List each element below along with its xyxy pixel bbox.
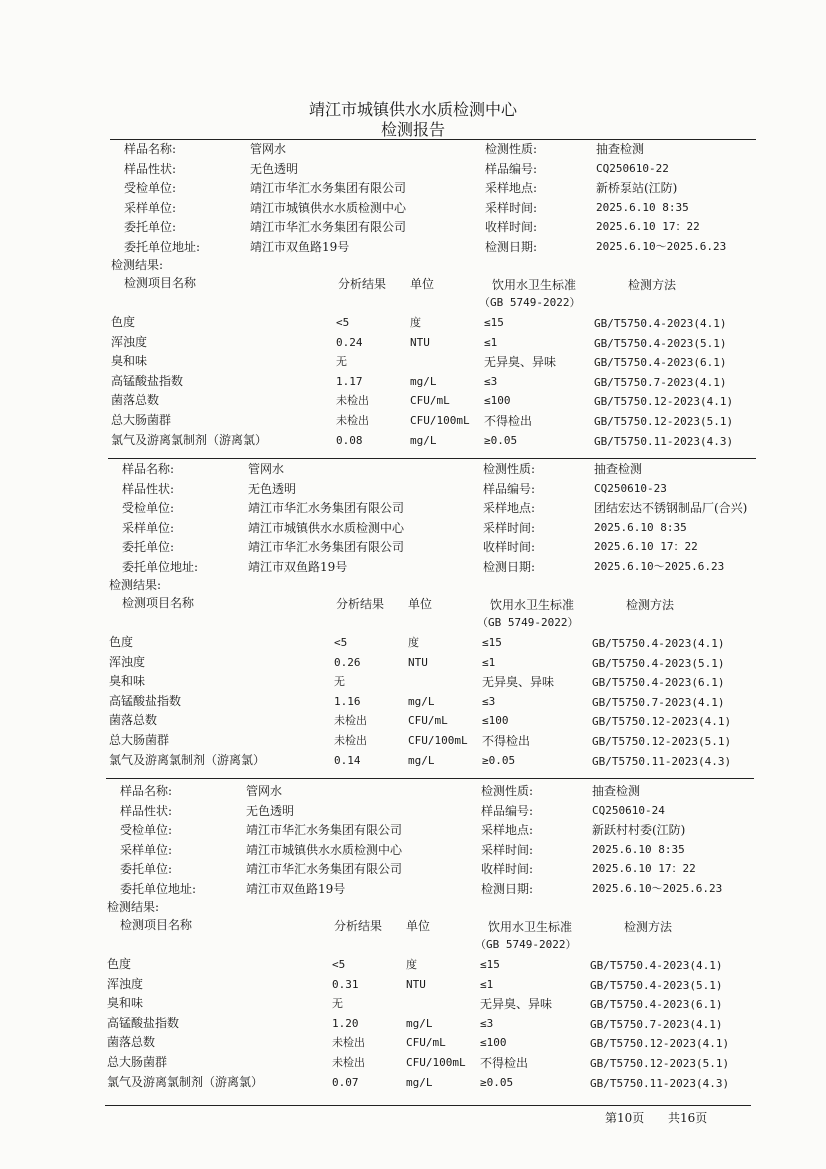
item-method: GB/T5750.11-2023(4.3) xyxy=(592,754,732,768)
item-method: GB/T5750.12-2023(4.1) xyxy=(594,395,734,409)
item-method: GB/T5750.12-2023(5.1) xyxy=(592,735,732,748)
item-standard: ≤100 xyxy=(480,1036,507,1050)
item-unit: mg/L xyxy=(410,433,437,447)
header-standard-code: （GB 5749-2022） xyxy=(477,616,579,629)
info-value-test-date: 2025.6.10～2025.6.23 xyxy=(594,559,725,573)
item-result: 1.17 xyxy=(336,374,363,388)
info-value-test-nature: 抽查检测 xyxy=(596,142,645,156)
header-method: 检测方法 xyxy=(624,920,673,934)
info-label-sample-name: 样品名称: xyxy=(120,784,173,798)
info-value-client-unit: 靖江市华汇水务集团有限公司 xyxy=(246,862,403,876)
page-number: 第10页 xyxy=(605,1111,645,1125)
item-standard: 不得检出 xyxy=(480,1056,529,1070)
item-result: <5 xyxy=(334,636,348,649)
item-result: 未检出 xyxy=(336,414,369,427)
item-method: GB/T5750.7-2023(4.1) xyxy=(592,695,725,709)
item-name: 高锰酸盐指数 xyxy=(107,1015,180,1030)
info-label-sampling-site: 采样地点: xyxy=(481,823,534,837)
header-method: 检测方法 xyxy=(626,598,675,612)
info-value-sample-state: 无色透明 xyxy=(246,803,295,818)
item-method: GB/T5750.4-2023(6.1) xyxy=(594,356,727,370)
info-value-sample-no: CQ250610-24 xyxy=(592,803,665,817)
info-value-sampling-site: 新桥泵站(江防) xyxy=(596,181,678,195)
info-label-client-address: 委托单位地址: xyxy=(120,881,197,896)
info-label-inspected-unit: 受检单位: xyxy=(120,823,173,837)
results-label: 检测结果: xyxy=(109,578,162,592)
item-standard: 无异臭、异味 xyxy=(484,355,557,370)
info-value-test-nature: 抽查检测 xyxy=(594,462,643,476)
info-value-test-nature: 抽查检测 xyxy=(592,784,641,798)
item-method: GB/T5750.4-2023(4.1) xyxy=(590,959,723,972)
info-label-client-unit: 委托单位: xyxy=(120,862,173,876)
item-result: <5 xyxy=(336,316,350,329)
header-method: 检测方法 xyxy=(628,278,677,292)
item-unit: mg/L xyxy=(410,374,437,388)
info-value-sample-no: CQ250610-23 xyxy=(594,481,667,495)
results-label: 检测结果: xyxy=(111,258,164,272)
header-item: 检测项目名称 xyxy=(120,918,193,932)
item-method: GB/T5750.11-2023(4.3) xyxy=(594,434,734,448)
info-value-inspected-unit: 靖江市华汇水务集团有限公司 xyxy=(248,501,405,515)
item-standard: 无异臭、异味 xyxy=(482,675,555,690)
results-label: 检测结果: xyxy=(107,900,160,914)
info-value-sample-name: 管网水 xyxy=(250,142,287,156)
item-name: 高锰酸盐指数 xyxy=(111,373,184,388)
item-unit: mg/L xyxy=(406,1075,433,1089)
header-standard-code: （GB 5749-2022） xyxy=(479,296,581,309)
item-result: 0.31 xyxy=(332,977,359,991)
info-label-client-unit: 委托单位: xyxy=(124,220,177,234)
info-label-test-date: 检测日期: xyxy=(481,881,534,896)
item-standard: ≤100 xyxy=(484,394,511,408)
item-result: 未检出 xyxy=(332,1056,365,1069)
header-result: 分析结果 xyxy=(334,919,383,933)
item-unit: 度 xyxy=(410,316,421,329)
header-unit: 单位 xyxy=(410,277,435,291)
header-standard-code: （GB 5749-2022） xyxy=(475,938,577,951)
item-result: 未检出 xyxy=(334,714,367,728)
info-label-sampling-time: 采样时间: xyxy=(485,200,538,215)
info-value-inspected-unit: 靖江市华汇水务集团有限公司 xyxy=(246,823,403,837)
header-result: 分析结果 xyxy=(338,277,387,291)
info-label-sample-no: 样品编号: xyxy=(483,481,536,496)
info-value-sampling-time: 2025.6.10 8:35 xyxy=(594,520,687,534)
info-label-sampling-time: 采样时间: xyxy=(483,520,536,535)
item-standard: ≥0.05 xyxy=(484,433,518,447)
header-unit: 单位 xyxy=(406,919,431,933)
item-standard: 不得检出 xyxy=(484,414,533,428)
info-value-test-date: 2025.6.10～2025.6.23 xyxy=(592,881,723,895)
item-result: 0.24 xyxy=(336,335,363,349)
info-label-sampling-unit: 采样单位: xyxy=(120,842,173,857)
info-label-test-date: 检测日期: xyxy=(483,559,536,574)
item-unit: CFU/mL xyxy=(410,394,450,408)
item-result: 1.20 xyxy=(332,1016,359,1030)
info-label-sample-state: 样品性状: xyxy=(124,161,177,176)
bottom-divider xyxy=(105,1105,751,1106)
item-standard: ≤15 xyxy=(482,636,502,649)
item-unit: CFU/100mL xyxy=(410,414,470,427)
block-divider xyxy=(108,458,756,459)
info-value-sampling-site: 团结宏达不锈钢制品厂(合兴) xyxy=(594,501,748,515)
item-result: 0.14 xyxy=(334,753,361,767)
item-method: GB/T5750.4-2023(5.1) xyxy=(590,978,723,992)
info-label-test-date: 检测日期: xyxy=(485,239,538,254)
item-name: 臭和味 xyxy=(109,674,146,689)
info-label-test-nature: 检测性质: xyxy=(485,142,538,156)
item-result: 0.07 xyxy=(332,1075,359,1089)
item-result: 无 xyxy=(332,997,343,1011)
item-name: 总大肠菌群 xyxy=(109,733,170,747)
item-standard: ≤1 xyxy=(484,335,498,349)
item-result: <5 xyxy=(332,958,346,971)
info-value-sample-no: CQ250610-22 xyxy=(596,161,669,175)
info-value-receive-time: 2025.6.10 17：22 xyxy=(592,862,696,875)
info-label-receive-time: 收样时间: xyxy=(481,862,534,876)
item-method: GB/T5750.4-2023(4.1) xyxy=(592,637,725,650)
item-name: 总大肠菌群 xyxy=(107,1055,168,1069)
total-pages: 共16页 xyxy=(668,1111,708,1125)
item-name: 氯气及游离氯制剂（游离氯） xyxy=(111,432,268,447)
item-result: 未检出 xyxy=(332,1036,365,1050)
info-label-inspected-unit: 受检单位: xyxy=(122,501,175,515)
item-standard: ≤3 xyxy=(484,374,498,388)
info-value-test-date: 2025.6.10～2025.6.23 xyxy=(596,239,727,253)
info-value-sampling-unit: 靖江市城镇供水水质检测中心 xyxy=(248,520,405,535)
item-unit: mg/L xyxy=(406,1016,433,1030)
item-method: GB/T5750.4-2023(6.1) xyxy=(592,676,725,690)
item-name: 氯气及游离氯制剂（游离氯） xyxy=(107,1074,264,1089)
info-value-sampling-time: 2025.6.10 8:35 xyxy=(592,842,685,856)
info-label-inspected-unit: 受检单位: xyxy=(124,181,177,195)
item-unit: NTU xyxy=(410,335,430,349)
info-value-receive-time: 2025.6.10 17：22 xyxy=(596,220,700,233)
info-value-client-address: 靖江市双鱼路19号 xyxy=(250,239,350,254)
item-standard: ≤15 xyxy=(480,958,500,971)
info-label-sample-name: 样品名称: xyxy=(124,142,177,156)
header-unit: 单位 xyxy=(408,597,433,611)
info-value-sample-state: 无色透明 xyxy=(250,161,299,176)
item-name: 菌落总数 xyxy=(109,713,158,728)
info-value-client-unit: 靖江市华汇水务集团有限公司 xyxy=(248,540,405,554)
item-standard: ≤3 xyxy=(482,694,496,708)
item-result: 0.08 xyxy=(336,433,363,447)
item-result: 未检出 xyxy=(336,394,369,408)
info-label-test-nature: 检测性质: xyxy=(481,784,534,798)
info-label-sample-state: 样品性状: xyxy=(120,803,173,818)
item-unit: CFU/100mL xyxy=(406,1056,466,1069)
header-standard: 饮用水卫生标准 xyxy=(490,598,575,612)
item-method: GB/T5750.7-2023(4.1) xyxy=(594,375,727,389)
item-method: GB/T5750.4-2023(4.1) xyxy=(594,317,727,330)
item-result: 未检出 xyxy=(334,734,367,747)
item-standard: ≥0.05 xyxy=(482,753,516,767)
info-label-sample-name: 样品名称: xyxy=(122,462,175,476)
item-result: 无 xyxy=(334,675,345,689)
item-name: 浑浊度 xyxy=(107,976,144,991)
info-value-sample-name: 管网水 xyxy=(246,784,283,798)
info-label-sample-state: 样品性状: xyxy=(122,481,175,496)
item-unit: mg/L xyxy=(408,753,435,767)
info-label-receive-time: 收样时间: xyxy=(483,540,536,554)
item-unit: 度 xyxy=(408,636,419,649)
item-result: 无 xyxy=(336,355,347,369)
info-value-client-address: 靖江市双鱼路19号 xyxy=(246,881,346,896)
item-method: GB/T5750.4-2023(5.1) xyxy=(594,336,727,350)
info-value-sampling-site: 新跃村村委(江防) xyxy=(592,823,686,837)
info-label-sampling-unit: 采样单位: xyxy=(122,520,175,535)
item-name: 臭和味 xyxy=(111,354,148,369)
info-label-test-nature: 检测性质: xyxy=(483,462,536,476)
item-name: 色度 xyxy=(109,635,134,649)
item-method: GB/T5750.12-2023(5.1) xyxy=(594,415,734,428)
item-method: GB/T5750.11-2023(4.3) xyxy=(590,1076,730,1090)
item-standard: 无异臭、异味 xyxy=(480,997,553,1012)
item-unit: NTU xyxy=(408,655,428,669)
header-standard: 饮用水卫生标准 xyxy=(492,278,577,292)
item-method: GB/T5750.4-2023(5.1) xyxy=(592,656,725,670)
item-unit: CFU/100mL xyxy=(408,734,468,747)
info-label-client-address: 委托单位地址: xyxy=(122,559,199,574)
info-label-sample-no: 样品编号: xyxy=(481,803,534,818)
item-unit: CFU/mL xyxy=(406,1036,446,1050)
item-method: GB/T5750.4-2023(6.1) xyxy=(590,998,723,1012)
item-unit: mg/L xyxy=(408,694,435,708)
header-item: 检测项目名称 xyxy=(122,596,195,610)
item-name: 高锰酸盐指数 xyxy=(109,693,182,708)
info-label-sampling-site: 采样地点: xyxy=(483,501,536,515)
item-name: 菌落总数 xyxy=(111,393,160,408)
info-value-sampling-unit: 靖江市城镇供水水质检测中心 xyxy=(250,200,407,215)
item-unit: NTU xyxy=(406,977,426,991)
info-value-sample-state: 无色透明 xyxy=(248,481,297,496)
item-name: 臭和味 xyxy=(107,996,144,1011)
block-divider xyxy=(106,778,754,779)
info-label-receive-time: 收样时间: xyxy=(485,220,538,234)
item-unit: CFU/mL xyxy=(408,714,448,728)
item-standard: ≤100 xyxy=(482,714,509,728)
info-label-sampling-site: 采样地点: xyxy=(485,181,538,195)
header-result: 分析结果 xyxy=(336,597,385,611)
item-standard: ≤1 xyxy=(482,655,496,669)
item-name: 浑浊度 xyxy=(109,654,146,669)
info-value-sampling-time: 2025.6.10 8:35 xyxy=(596,200,689,214)
item-name: 氯气及游离氯制剂（游离氯） xyxy=(109,752,266,767)
top-divider xyxy=(110,139,756,140)
item-method: GB/T5750.12-2023(5.1) xyxy=(590,1057,730,1070)
item-name: 总大肠菌群 xyxy=(111,413,172,427)
info-label-sample-no: 样品编号: xyxy=(485,161,538,176)
item-name: 浑浊度 xyxy=(111,334,148,349)
item-result: 1.16 xyxy=(334,694,361,708)
item-name: 色度 xyxy=(107,957,132,971)
info-value-client-address: 靖江市双鱼路19号 xyxy=(248,559,348,574)
info-value-sample-name: 管网水 xyxy=(248,462,285,476)
report-title: 靖江市城镇供水水质检测中心 xyxy=(308,100,517,119)
info-label-sampling-time: 采样时间: xyxy=(481,842,534,857)
info-label-sampling-unit: 采样单位: xyxy=(124,200,177,215)
item-name: 菌落总数 xyxy=(107,1035,156,1050)
header-standard: 饮用水卫生标准 xyxy=(488,920,573,934)
info-value-client-unit: 靖江市华汇水务集团有限公司 xyxy=(250,220,407,234)
item-standard: ≤1 xyxy=(480,977,494,991)
item-standard: ≤3 xyxy=(480,1016,494,1030)
item-method: GB/T5750.12-2023(4.1) xyxy=(590,1037,730,1051)
item-unit: 度 xyxy=(406,958,417,971)
info-value-sampling-unit: 靖江市城镇供水水质检测中心 xyxy=(246,842,403,857)
item-name: 色度 xyxy=(111,315,136,329)
header-item: 检测项目名称 xyxy=(124,276,197,290)
item-standard: 不得检出 xyxy=(482,734,531,748)
info-value-inspected-unit: 靖江市华汇水务集团有限公司 xyxy=(250,181,407,195)
item-method: GB/T5750.7-2023(4.1) xyxy=(590,1017,723,1031)
item-standard: ≥0.05 xyxy=(480,1075,514,1089)
report-subtitle: 检测报告 xyxy=(380,120,445,139)
item-standard: ≤15 xyxy=(484,316,504,329)
info-value-receive-time: 2025.6.10 17：22 xyxy=(594,540,698,553)
info-label-client-address: 委托单位地址: xyxy=(124,239,201,254)
item-method: GB/T5750.12-2023(4.1) xyxy=(592,715,732,729)
info-label-client-unit: 委托单位: xyxy=(122,540,175,554)
item-result: 0.26 xyxy=(334,655,361,669)
